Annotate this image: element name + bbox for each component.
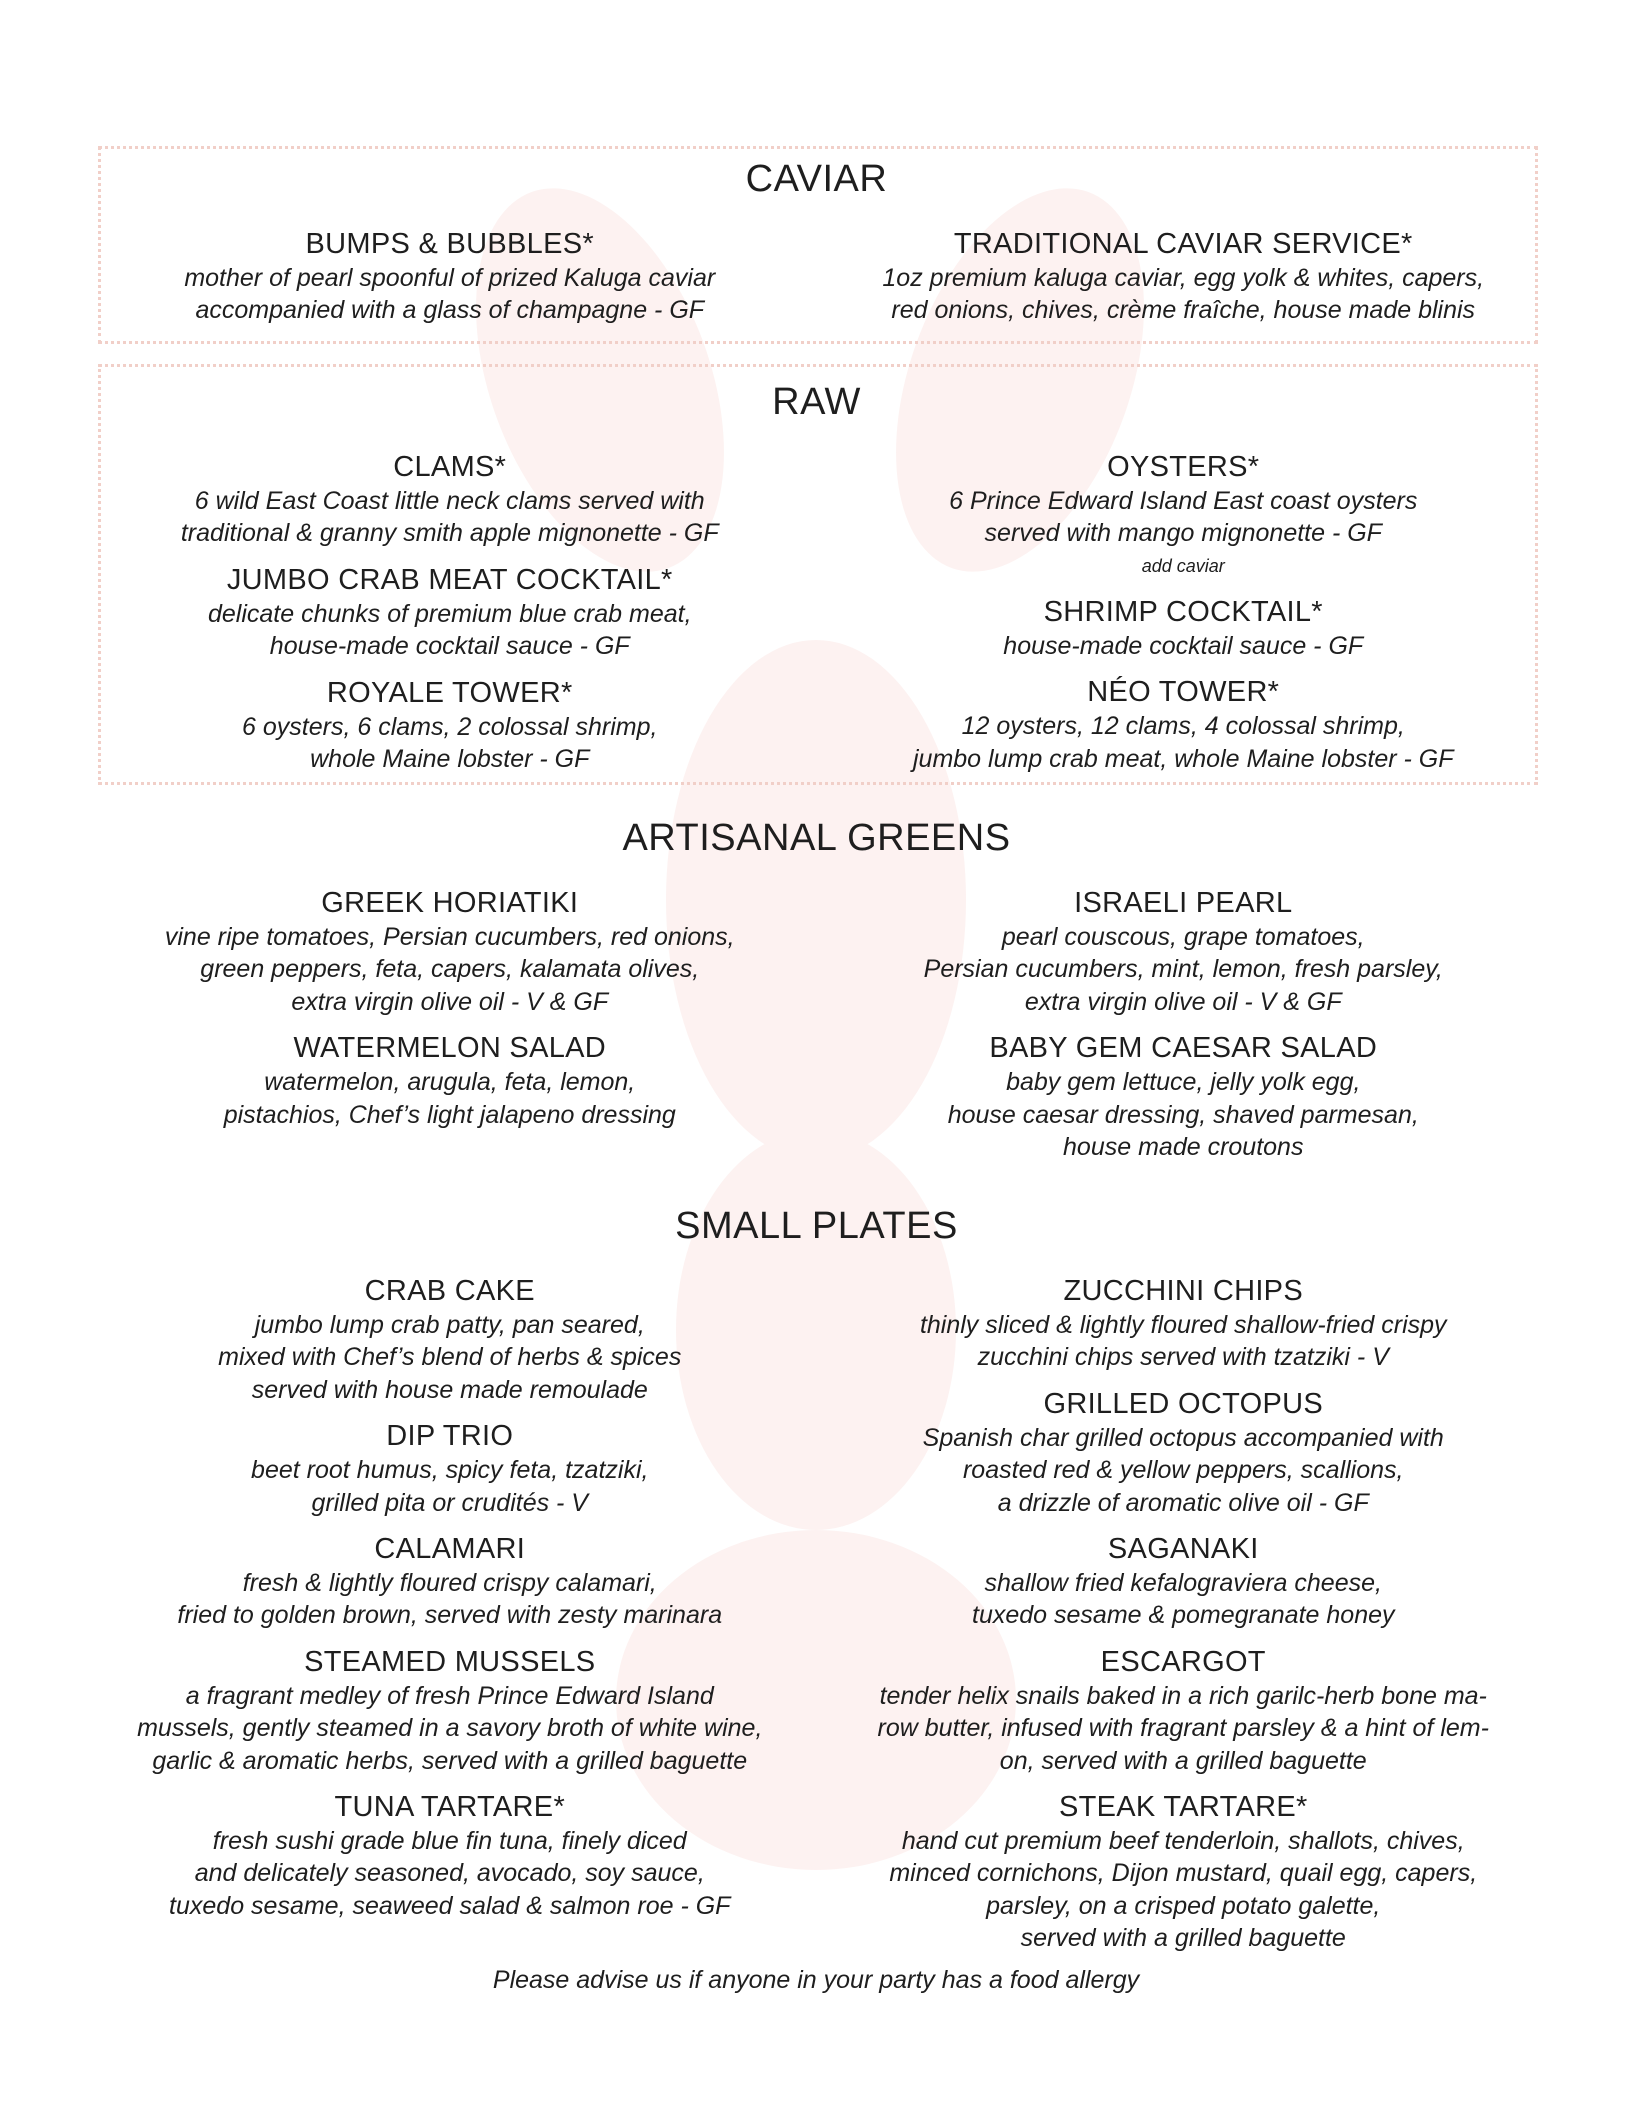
item-description: Persian cucumbers, mint, lemon, fresh parsley, (923, 955, 1443, 984)
menu-item (829, 1532, 1539, 1632)
item-name: ROYALE TOWER* (326, 676, 573, 709)
left-column (95, 1261, 805, 1955)
item-description: tender helix snails baked in a rich garilc-herb bone ma- (879, 1681, 1487, 1710)
item-name: NÉO TOWER* (1087, 676, 1280, 709)
item-description: house-made cocktail sauce - GF (1003, 631, 1364, 660)
item-description: green peppers, feta, capers, kalamata olives, (200, 955, 700, 984)
menu-item (829, 1274, 1539, 1374)
item-name: CLAMS* (393, 451, 507, 483)
item-description: grilled pita or crudités - V (311, 1488, 588, 1517)
item-description: 6 Prince Edward Island East coast oysters (949, 487, 1418, 515)
item-description: 6 oysters, 6 clams, 2 colossal shrimp, (242, 712, 658, 741)
item-description: 1oz premium kaluga caviar, egg yolk & whites, capers, (882, 264, 1485, 292)
item-description: extra virgin olive oil - V & GF (1024, 987, 1342, 1016)
right-column (829, 214, 1539, 327)
left-column (95, 437, 805, 775)
item-description: served with mango mignonette - GF (984, 519, 1382, 548)
item-description: thinly sliced & lightly floured shallow-fried crispy (919, 1311, 1447, 1339)
item-description: zucchini chips served with tzatziki - V (977, 1343, 1389, 1372)
section-title: SMALL PLATES (675, 1205, 958, 1247)
item-description: fresh sushi grade blue fin tuna, finely diced (212, 1827, 687, 1856)
item-description: tuxedo sesame, seaweed salad & salmon roe - GF (169, 1891, 731, 1920)
item-description: on, served with a grilled baguette (999, 1746, 1367, 1775)
menu-item (95, 563, 805, 663)
section-caviar (95, 154, 1538, 327)
item-name: ISRAELI PEARL (1074, 887, 1293, 919)
item-description: watermelon, arugula, feta, lemon, (264, 1068, 636, 1097)
item-description: baby gem lettuce, jelly yolk egg, (1006, 1068, 1361, 1097)
item-description: mussels, gently steamed in a savory broth of white wine, (137, 1714, 763, 1743)
item-description: served with house made remoulade (251, 1375, 648, 1404)
item-description: row butter, infused with fragrant parsley & a hint of lem- (877, 1714, 1489, 1743)
item-description: jumbo lump crab meat, whole Maine lobster - GF (913, 744, 1454, 773)
item-description: extra virgin olive oil - V & GF (291, 987, 609, 1016)
item-name: ESCARGOT (1100, 1645, 1266, 1678)
item-name: TUNA TARTARE* (334, 1791, 566, 1824)
item-description: shallow fried kefalograviera cheese, (984, 1569, 1382, 1598)
item-description: fried to golden brown, served with zesty marinara (177, 1601, 723, 1630)
menu-item (95, 886, 805, 1018)
item-description: hand cut premium beef tenderloin, shallots, chives, (901, 1827, 1465, 1856)
menu-item (829, 1031, 1539, 1163)
section-title: RAW (772, 381, 861, 423)
allergy-notice: Please advise us if anyone in your party has a food allergy (492, 1966, 1140, 1994)
item-name: JUMBO CRAB MEAT COCKTAIL* (226, 563, 673, 596)
menu-item (829, 886, 1539, 1018)
item-description: jumbo lump crab patty, pan seared, (254, 1311, 645, 1339)
section-small-plates (95, 1201, 1538, 1955)
menu-item (95, 676, 805, 776)
item-name: STEAK TARTARE* (1058, 1791, 1308, 1824)
item-note: add caviar (1141, 555, 1225, 576)
menu-item (95, 1645, 805, 1777)
item-description: mixed with Chef’s blend of herbs & spices (218, 1343, 682, 1372)
right-column (829, 873, 1539, 1163)
section-raw (95, 377, 1538, 775)
right-column (829, 1261, 1539, 1955)
item-name: STEAMED MUSSELS (304, 1645, 596, 1678)
item-description: house made croutons (1063, 1133, 1304, 1162)
item-description: 12 oysters, 12 clams, 4 colossal shrimp, (961, 712, 1405, 741)
item-description: beet root humus, spicy feta, tzatziki, (251, 1456, 649, 1485)
item-name: WATERMELON SALAD (293, 1032, 607, 1065)
item-description: Spanish char grilled octopus accompanied with (922, 1423, 1444, 1452)
right-column (829, 437, 1539, 775)
item-description: minced cornichons, Dijon mustard, quail egg, capers, (889, 1859, 1478, 1888)
item-name: BUMPS & BUBBLES* (305, 228, 594, 260)
item-name: BABY GEM CAESAR SALAD (989, 1032, 1378, 1065)
menu-item (829, 675, 1539, 775)
item-name: TRADITIONAL CAVIAR SERVICE* (953, 228, 1413, 260)
left-column (95, 214, 805, 327)
menu-item (95, 1274, 805, 1406)
item-description: roasted red & yellow peppers, scallions, (962, 1456, 1404, 1485)
item-name: ZUCCHINI CHIPS (1063, 1275, 1303, 1307)
left-column (95, 873, 805, 1163)
item-description: house-made cocktail sauce - GF (269, 632, 630, 661)
section-artisanal-greens (95, 813, 1538, 1163)
item-description: tuxedo sesame & pomegranate honey (972, 1601, 1395, 1630)
item-description: parsley, on a crisped potato galette, (986, 1891, 1381, 1920)
item-name: GREEK HORIATIKI (321, 887, 579, 919)
item-name: CALAMARI (374, 1533, 526, 1566)
menu-item (829, 227, 1539, 327)
menu-item (829, 1790, 1539, 1955)
item-description: vine ripe tomatoes, Persian cucumbers, red onions, (164, 923, 735, 951)
item-name: SAGANAKI (1107, 1533, 1259, 1566)
menu-item (829, 595, 1539, 662)
menu-item (95, 1532, 805, 1632)
menu-item (95, 1031, 805, 1131)
item-description: fresh & lightly floured crispy calamari, (242, 1569, 657, 1598)
menu-item (95, 1419, 805, 1519)
section-title: ARTISANAL GREENS (622, 817, 1011, 859)
item-description: whole Maine lobster - GF (310, 745, 590, 774)
item-name: GRILLED OCTOPUS (1043, 1387, 1324, 1420)
item-description: traditional & granny smith apple mignonette - GF (180, 519, 719, 548)
item-description: garlic & aromatic herbs, served with a grilled baguette (152, 1746, 748, 1775)
item-description: house caesar dressing, shaved parmesan, (947, 1100, 1419, 1129)
item-description: red onions, chives, crème fraîche, house made blinis (891, 296, 1476, 325)
menu-item (829, 1645, 1539, 1777)
item-description: mother of pearl spoonful of prized Kaluga caviar (184, 264, 716, 292)
item-description: pearl couscous, grape tomatoes, (1001, 923, 1365, 951)
item-description: delicate chunks of premium blue crab meat, (207, 599, 692, 628)
section-title: CAVIAR (745, 158, 888, 200)
item-name: DIP TRIO (386, 1420, 514, 1453)
item-description: accompanied with a glass of champagne - GF (195, 296, 705, 325)
menu-item (95, 227, 805, 327)
item-description: a fragrant medley of fresh Prince Edward Island (185, 1681, 714, 1710)
item-name: OYSTERS* (1107, 451, 1260, 483)
item-description: and delicately seasoned, avocado, soy sauce, (194, 1859, 705, 1888)
item-name: SHRIMP COCKTAIL* (1043, 595, 1323, 628)
item-description: a drizzle of aromatic olive oil - GF (997, 1488, 1369, 1517)
item-name: CRAB CAKE (364, 1275, 535, 1307)
menu-item (95, 1790, 805, 1922)
menu-item (829, 1387, 1539, 1519)
menu-item (829, 450, 1539, 582)
item-description: 6 wild East Coast little neck clams served with (194, 487, 705, 515)
item-description: pistachios, Chef’s light jalapeno dressing (223, 1100, 676, 1129)
item-description: served with a grilled baguette (1020, 1924, 1346, 1953)
menu-item (95, 450, 805, 550)
